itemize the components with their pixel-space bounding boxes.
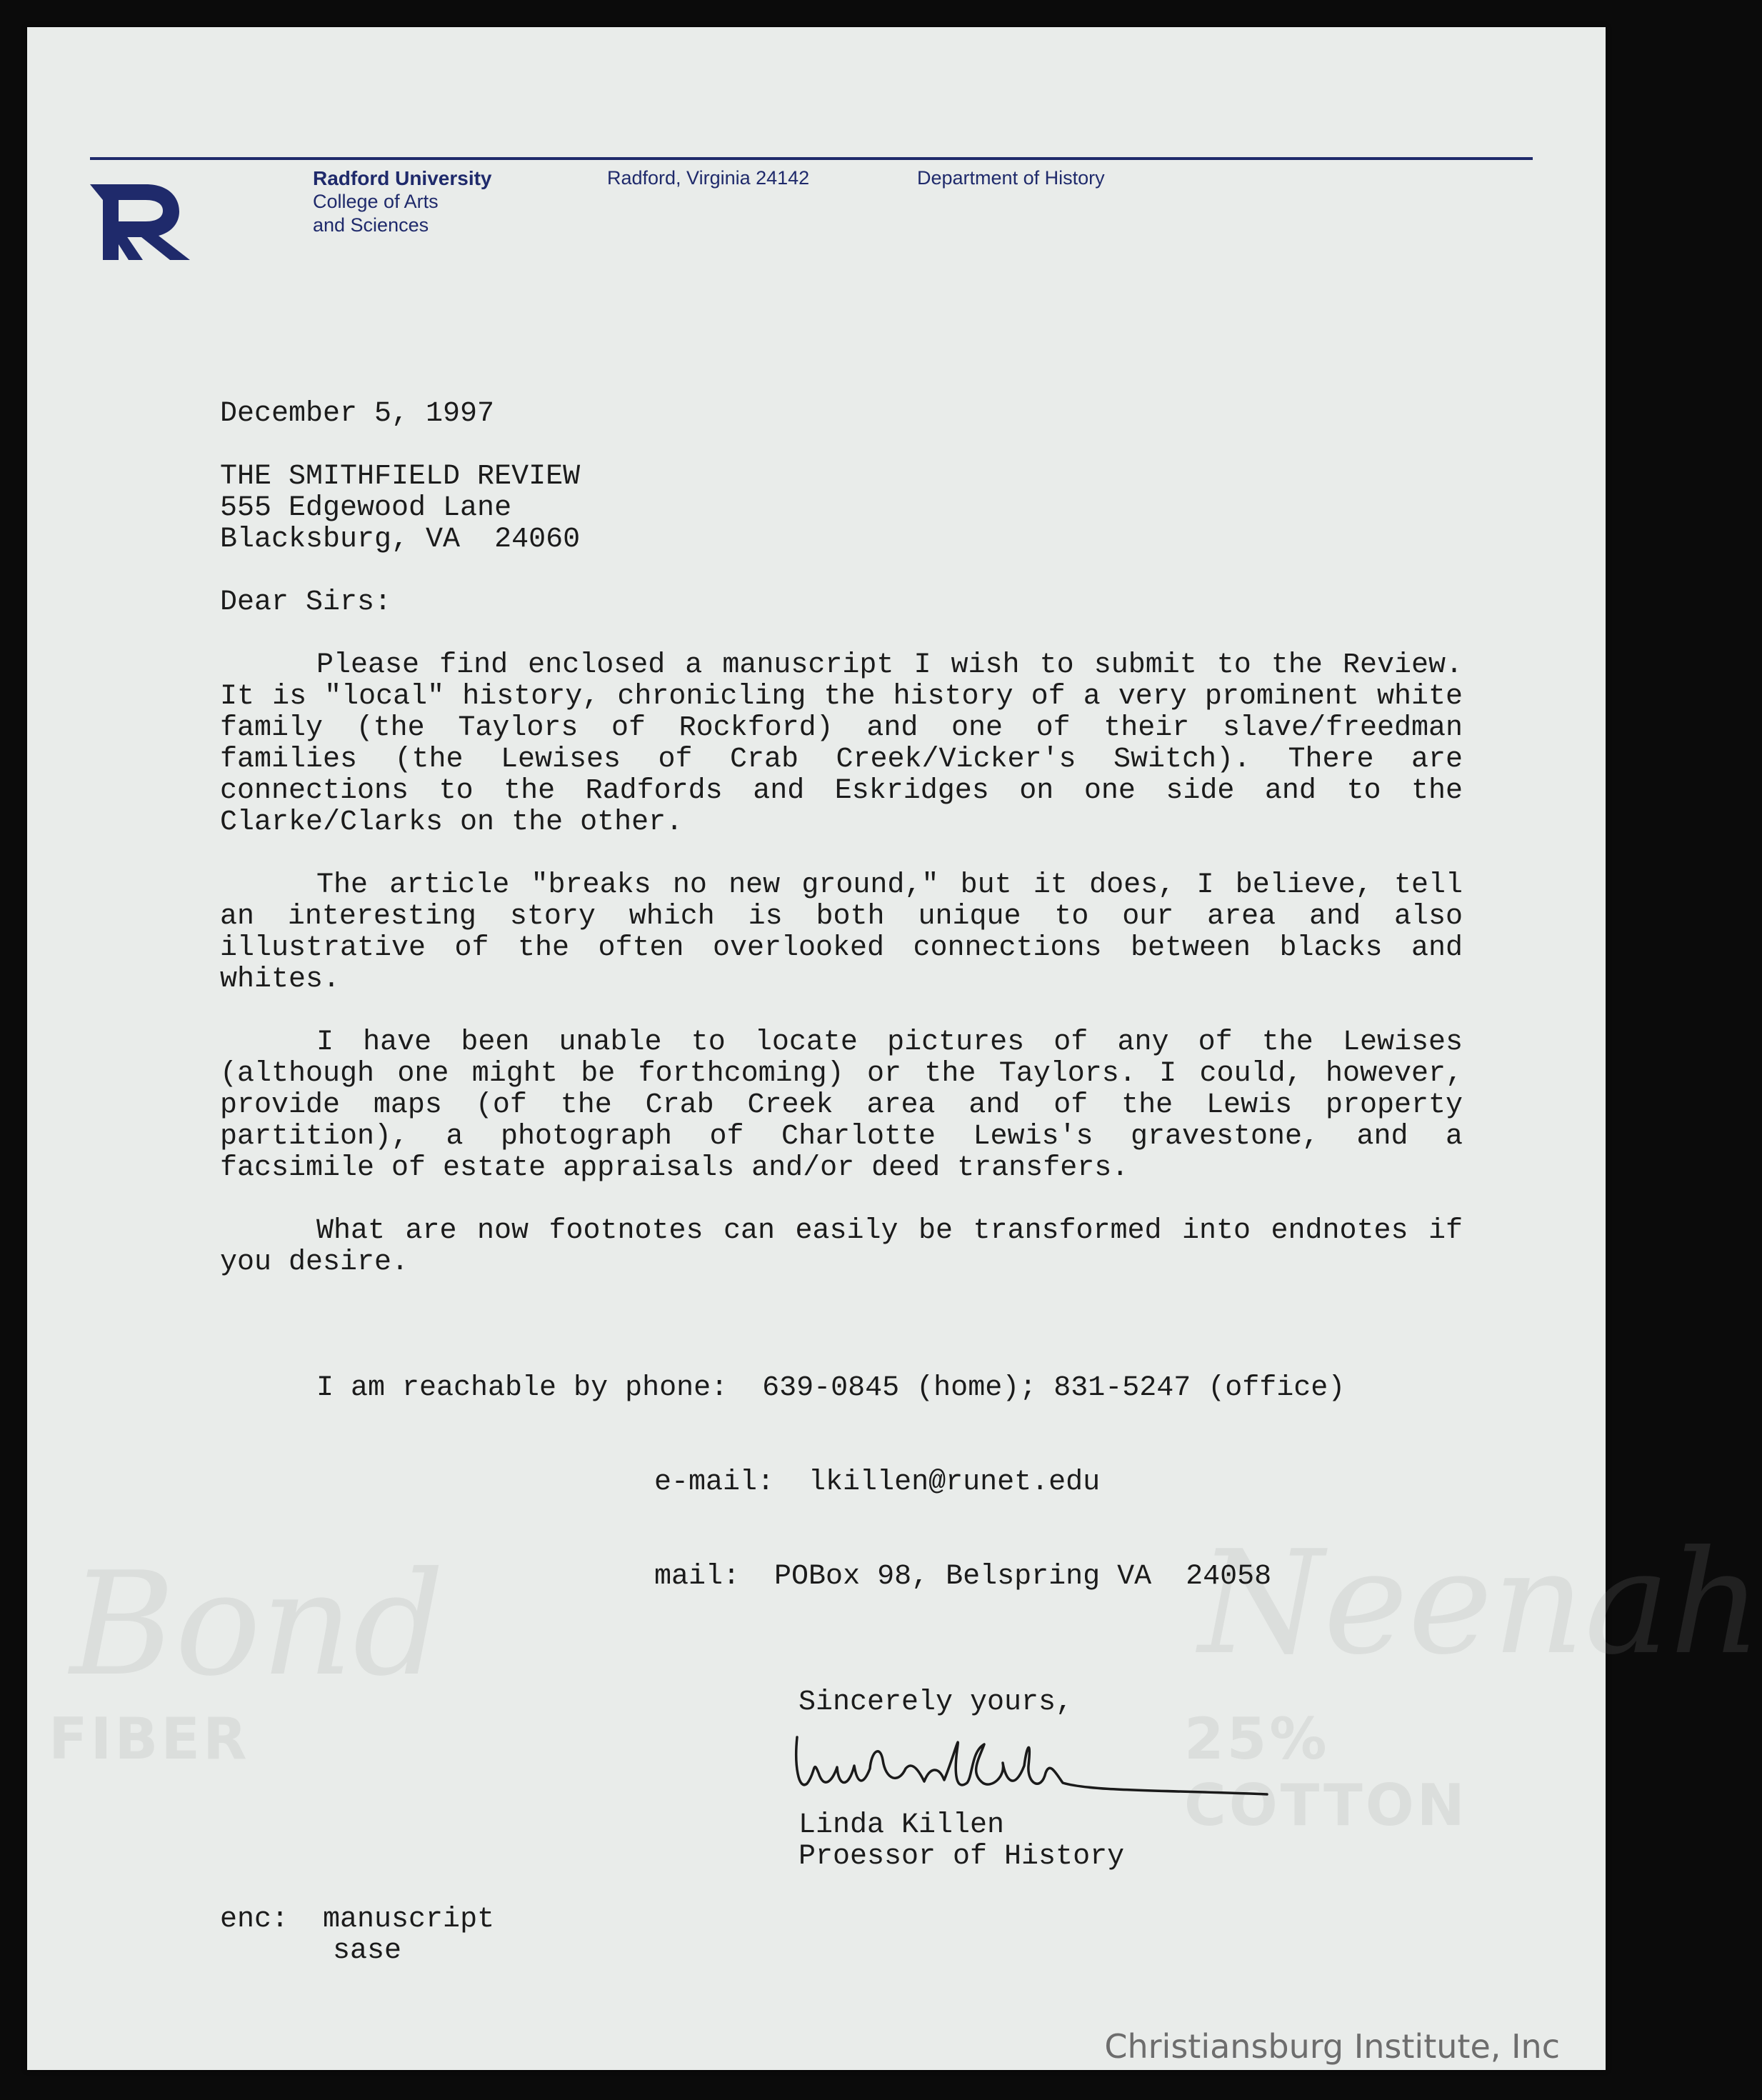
paper-watermark-neenah: Neenah: [1198, 1520, 1762, 1686]
enclosure-line-2: [220, 1936, 1463, 1967]
recipient-line-2: 555 Edgewood Lane: [220, 492, 512, 524]
contact-intro: I am reachable by: [316, 1372, 609, 1404]
paragraph-4: What are now footnotes can easily be transformed into endnotes if you desire.: [220, 1215, 1463, 1279]
university-name: Radford University: [313, 167, 492, 189]
closing: Sincerely yours,: [799, 1686, 1073, 1719]
enclosure-item-2: sase: [333, 1935, 402, 1967]
paper-watermark-fiber: FIBER: [49, 1706, 250, 1772]
letter-body: [220, 399, 1463, 1967]
enclosure-label: enc:: [220, 1904, 289, 1936]
salutation: Dear Sirs:: [220, 586, 392, 619]
letterhead-rule: [90, 157, 1533, 160]
recipient-line-1: THE SMITHFIELD REVIEW: [220, 461, 581, 493]
radford-r-logo: [90, 156, 191, 263]
phone-value: 639-0845 (home); 831-5247 (office): [762, 1372, 1346, 1404]
signer-name: Linda Killen: [799, 1809, 1005, 1841]
email-label: e-mail:: [654, 1466, 775, 1499]
enclosure-item-1: manuscript: [323, 1904, 495, 1936]
contact-block: [220, 1310, 1463, 1656]
enclosure-line-1: [220, 1904, 1463, 1936]
handwritten-signature: [791, 1723, 1277, 1809]
mail-label: mail:: [654, 1561, 741, 1593]
letterhead-city: Radford, Virginia 24142: [607, 167, 810, 189]
college-line-1: College of Arts: [313, 191, 439, 212]
mail-value: POBox 98, Belspring VA 24058: [774, 1561, 1272, 1593]
letterhead-department: Department of History: [917, 167, 1105, 189]
college-line-2: and Sciences: [313, 214, 429, 236]
letterhead-university: [313, 166, 492, 237]
recipient-line-3: Blacksburg, VA 24060: [220, 524, 581, 556]
email-value: lkillen@runet.edu: [809, 1466, 1101, 1499]
signature-block: [799, 1687, 1463, 1873]
paragraph-1: Please find enclosed a manuscript I wish to submit to the Review. It is "local" history, chronicling the history of a very prominent white family (the Taylors of Rockford) and one of their slave/freedman families (the Lewises of Crab Creek/Vicker's Switch). There are connections to the Radfords and Eskridges on one side and to the Clarke/Clarks on the other.: [220, 649, 1463, 839]
paper-watermark-bond: Bond: [70, 1541, 445, 1708]
letter-date: December 5, 1997: [220, 398, 495, 430]
letter-sheet: [27, 27, 1762, 2070]
archive-credit: Christiansburg Institute, Inc: [1104, 2027, 1560, 2066]
signer-title: Proessor of History: [799, 1841, 1125, 1873]
paragraph-3: I have been unable to locate pictures of any of the Lewises (although one might be forthcoming) or the Taylors. I could, however, provide maps (of the Crab Creek area and of the Lewis property partition), a photograph of Charlotte Lewis's gravestone, and a facsimile of estate appraisals and/or deed transfers.: [220, 1026, 1463, 1184]
phone-label: phone:: [625, 1372, 729, 1404]
paper-watermark-cotton: 25% COTTON: [1184, 1706, 1468, 1839]
paragraph-2: The article "breaks no new ground," but it does, I believe, tell an interesting story which is both unique to our area and also illustrative of the often overlooked connections between blacks and whites.: [220, 869, 1463, 996]
